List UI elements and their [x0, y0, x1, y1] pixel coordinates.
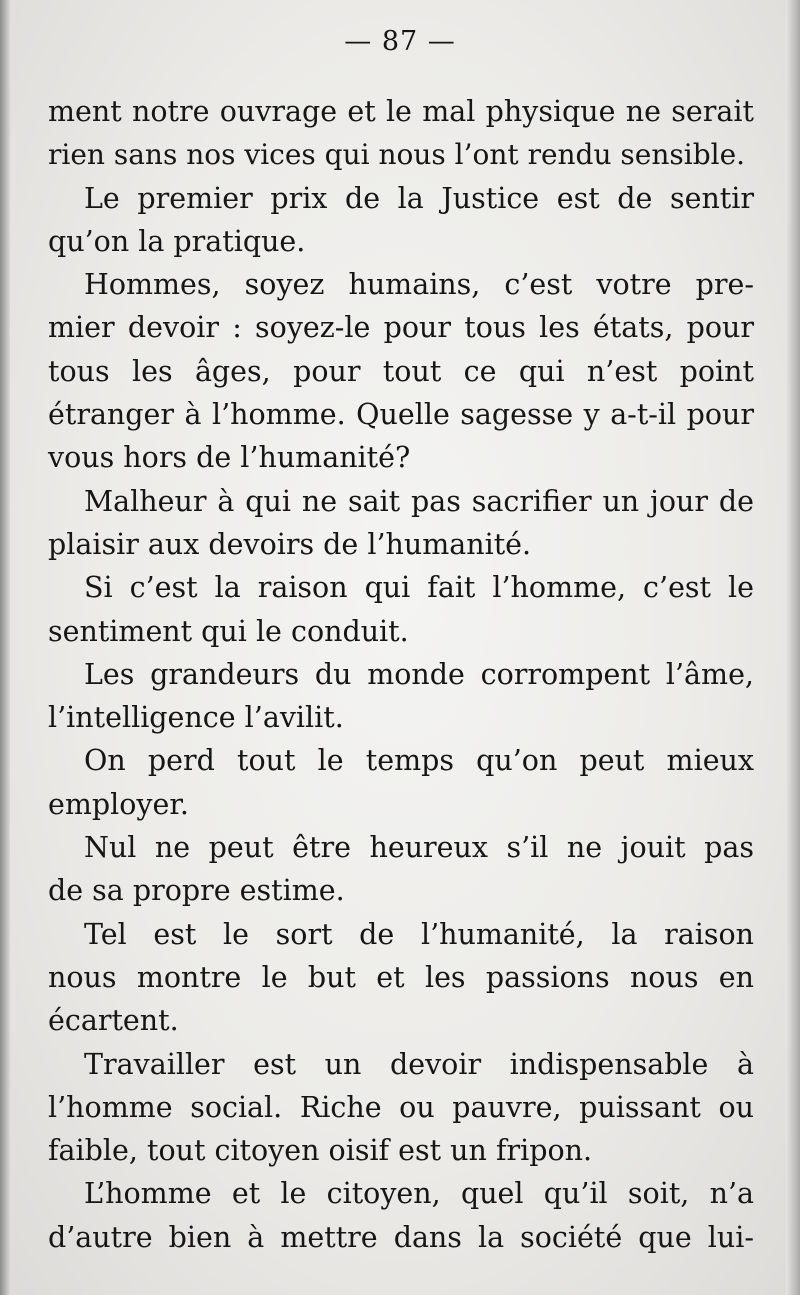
text-line: écartent. [48, 1004, 179, 1038]
text-line: plaisir aux devoirs de l’humanité. [48, 527, 532, 561]
text-line: Travailler est un devoir indispensable à [84, 1047, 754, 1081]
text-line: de sa propre estime. [48, 874, 345, 908]
text-line: Malheur à qui ne sait pas sacrifier un jour de [84, 484, 754, 518]
body-text [48, 90, 754, 1259]
text-line: l’intelligence l’avilit. [48, 701, 344, 735]
text-line: sentiment qui le conduit. [48, 614, 409, 648]
text-line: Les grandeurs du monde corrompent l’âme, [84, 657, 754, 691]
text-line: tous les âges, pour tout ce qui n’est point [48, 354, 754, 388]
text-line: rien sans nos vices qui nous l’ont rendu sensible. [48, 138, 746, 172]
text-line: ment notre ouvrage et le mal physique ne serait [48, 95, 754, 128]
text-line: d’autre bien à mettre dans la société que lui- [48, 1220, 754, 1254]
text-line: qu’on la pratique. [48, 224, 306, 258]
text-line: nous montre le but et les passions nous en [48, 960, 754, 994]
text-line: Tel est le sort de l’humanité, la raison [84, 917, 754, 951]
page-edge-right [786, 0, 800, 1295]
text-line: faible, tout citoyen oisif est un fripon. [48, 1134, 593, 1168]
text-line: mier devoir : soyez-le pour tous les états, pour [48, 311, 754, 345]
text-line: vous hors de l’humanité? [48, 441, 411, 475]
text-line: Nul ne peut être heureux s’il ne jouit pas [84, 831, 754, 865]
page-number: — 87 — [344, 26, 456, 57]
text-line: Le premier prix de la Justice est de sentir [84, 181, 754, 215]
text-line: l’homme social. Riche ou pauvre, puissant ou [48, 1090, 754, 1124]
text-line: On perd tout le temps qu’on peut mieux [84, 744, 754, 778]
text-line: Si c’est la raison qui fait l’homme, c’est le [84, 571, 754, 605]
text-line: L’homme et le citoyen, quel qu’il soit, n’a [84, 1177, 754, 1211]
text-line: employer. [48, 787, 189, 821]
text-line: Hommes, soyez humains, c’est votre pre- [84, 268, 754, 302]
text-line: étranger à l’homme. Quelle sagesse y a-t-il pour [48, 398, 754, 432]
page-edge-left [0, 0, 10, 1295]
